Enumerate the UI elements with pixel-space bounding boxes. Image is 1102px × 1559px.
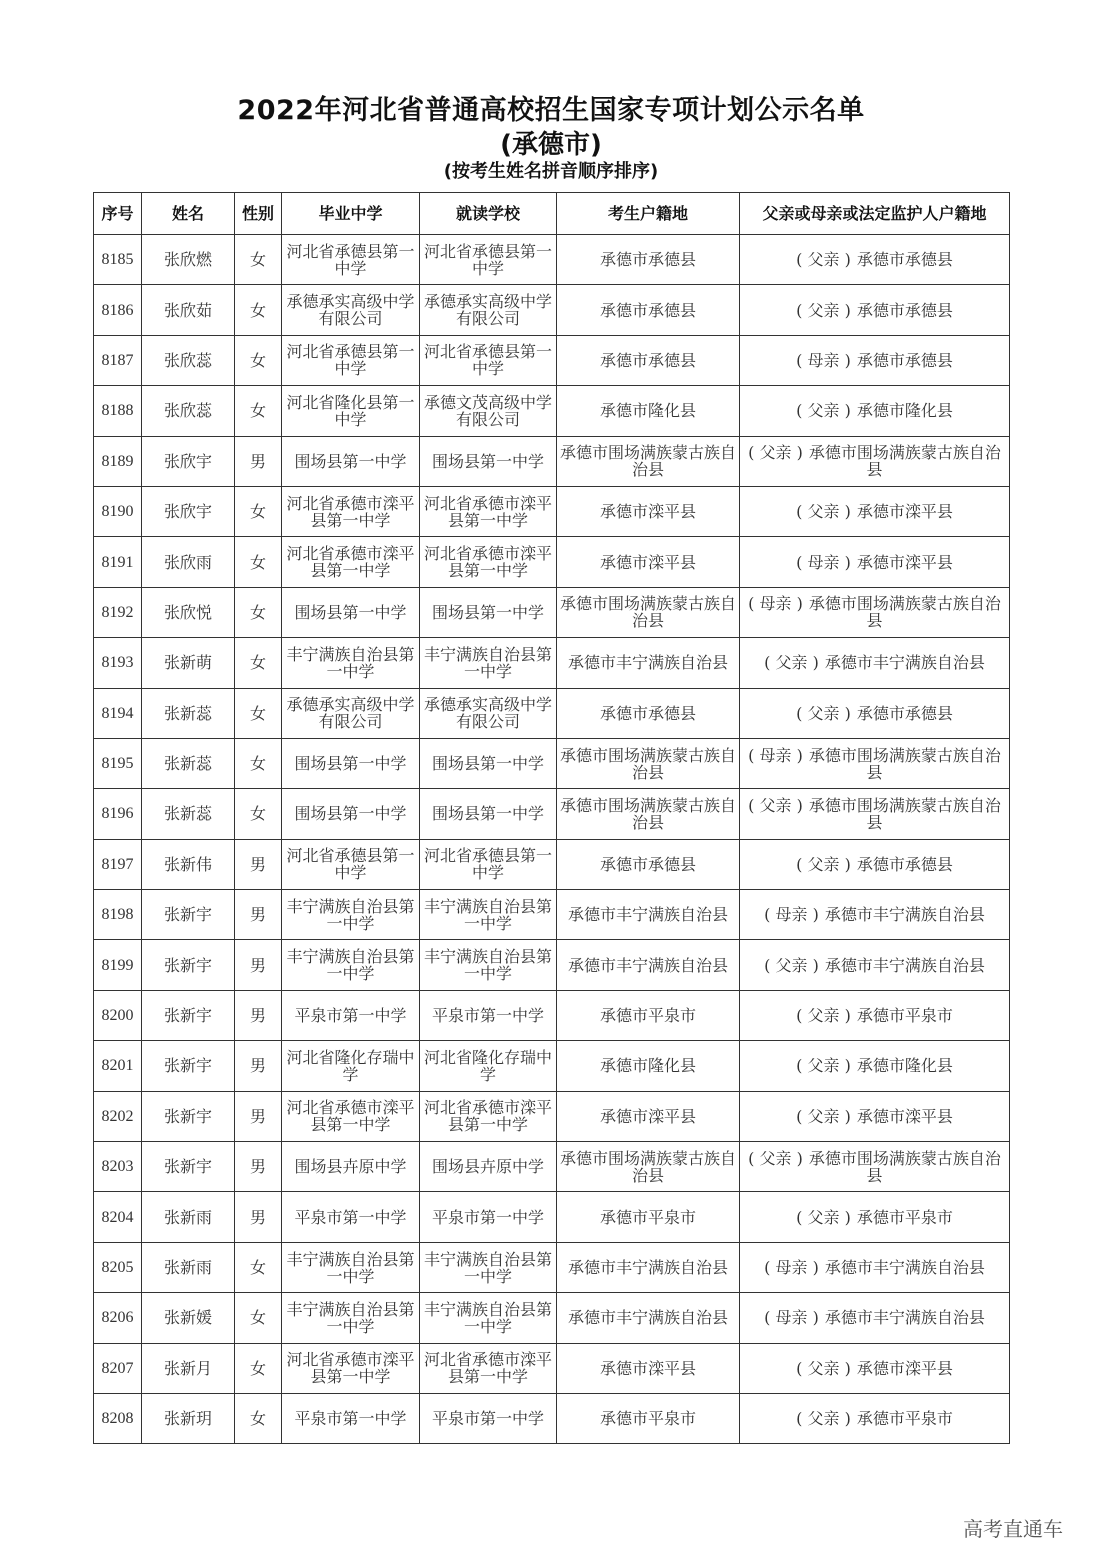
document-subtitle: (承德市) xyxy=(500,130,602,160)
cell-current-school: 平泉市第一中学 xyxy=(420,990,557,1040)
cell-name: 张新蕊 xyxy=(142,688,235,738)
cell-no: 8207 xyxy=(94,1343,142,1393)
cell-name: 张新宇 xyxy=(142,1091,235,1141)
cell-current-school: 围场县第一中学 xyxy=(420,738,557,788)
guardian-hukou-value: 承德市围场满族蒙古族自治县 xyxy=(808,594,1001,631)
cell-no: 8202 xyxy=(94,1091,142,1141)
cell-current-school: 围场县卉原中学 xyxy=(420,1142,557,1192)
guardian-hukou-value: 承德市围场满族蒙古族自治县 xyxy=(808,443,1001,480)
table-row xyxy=(94,1393,1010,1443)
guardian-relation: ( 父亲 ) xyxy=(764,653,819,673)
cell-no: 8187 xyxy=(94,335,142,385)
guardian-hukou-value: 承德市滦平县 xyxy=(856,1106,953,1126)
cell-no: 8186 xyxy=(94,285,142,335)
cell-guardian-hukou xyxy=(740,1041,1010,1091)
cell-grad-school: 河北省承德市滦平县第一中学 xyxy=(282,1091,420,1141)
cell-guardian-hukou xyxy=(740,789,1010,839)
guardian-hukou-value: 承德市滦平县 xyxy=(856,1358,953,1378)
cell-gender: 男 xyxy=(235,1142,282,1192)
cell-current-school: 承德承实高级中学有限公司 xyxy=(420,285,557,335)
cell-gender: 女 xyxy=(235,1343,282,1393)
cell-hukou: 承德市平泉市 xyxy=(557,1192,740,1242)
cell-hukou: 承德市平泉市 xyxy=(557,1393,740,1443)
guardian-hukou-value: 承德市平泉市 xyxy=(856,1006,953,1026)
cell-current-school: 围场县第一中学 xyxy=(420,436,557,486)
cell-grad-school: 平泉市第一中学 xyxy=(282,1393,420,1443)
guardian-relation: ( 父亲 ) xyxy=(748,443,803,463)
cell-no: 8195 xyxy=(94,738,142,788)
cell-guardian-hukou xyxy=(740,1142,1010,1192)
table-row xyxy=(94,436,1010,486)
cell-guardian-hukou xyxy=(740,940,1010,990)
guardian-relation: ( 父亲 ) xyxy=(764,955,819,975)
cell-name: 张新萌 xyxy=(142,638,235,688)
guardian-hukou-value: 承德市承德县 xyxy=(856,854,953,874)
cell-gender: 女 xyxy=(235,537,282,587)
cell-current-school: 丰宁满族自治县第一中学 xyxy=(420,1293,557,1343)
guardian-hukou-value: 承德市丰宁满族自治县 xyxy=(824,1308,985,1328)
cell-name: 张欣蕊 xyxy=(142,335,235,385)
cell-grad-school: 河北省承德市滦平县第一中学 xyxy=(282,1343,420,1393)
cell-grad-school: 河北省承德市滦平县第一中学 xyxy=(282,486,420,536)
cell-current-school: 丰宁满族自治县第一中学 xyxy=(420,638,557,688)
cell-hukou: 承德市平泉市 xyxy=(557,990,740,1040)
cell-guardian-hukou xyxy=(740,638,1010,688)
cell-guardian-hukou xyxy=(740,537,1010,587)
cell-guardian-hukou xyxy=(740,587,1010,637)
table-header-row xyxy=(94,193,1010,235)
guardian-hukou-value: 承德市丰宁满族自治县 xyxy=(824,955,985,975)
cell-grad-school: 围场县第一中学 xyxy=(282,587,420,637)
guardian-hukou-value: 承德市丰宁满族自治县 xyxy=(824,653,985,673)
table-row xyxy=(94,890,1010,940)
guardian-relation: ( 父亲 ) xyxy=(796,502,851,522)
cell-hukou: 承德市滦平县 xyxy=(557,1091,740,1141)
header-no: 序号 xyxy=(94,193,142,235)
cell-gender: 女 xyxy=(235,235,282,285)
cell-grad-school: 围场县第一中学 xyxy=(282,738,420,788)
sort-note: (按考生姓名拼音顺序排序) xyxy=(443,161,659,182)
cell-guardian-hukou xyxy=(740,1343,1010,1393)
watermark: 高考直通车 xyxy=(963,1517,1063,1541)
cell-grad-school: 丰宁满族自治县第一中学 xyxy=(282,1293,420,1343)
cell-grad-school: 围场县第一中学 xyxy=(282,789,420,839)
cell-hukou: 承德市丰宁满族自治县 xyxy=(557,890,740,940)
cell-hukou: 承德市围场满族蒙古族自治县 xyxy=(557,1142,740,1192)
cell-guardian-hukou xyxy=(740,890,1010,940)
cell-no: 8206 xyxy=(94,1293,142,1343)
cell-no: 8190 xyxy=(94,486,142,536)
cell-no: 8203 xyxy=(94,1142,142,1192)
guardian-relation: ( 母亲 ) xyxy=(764,1258,819,1277)
guardian-hukou-value: 承德市丰宁满族自治县 xyxy=(824,1258,985,1277)
cell-name: 张新雨 xyxy=(142,1192,235,1242)
table-row xyxy=(94,1192,1010,1242)
cell-gender: 男 xyxy=(235,839,282,889)
cell-guardian-hukou xyxy=(740,688,1010,738)
table-row xyxy=(94,386,1010,436)
cell-guardian-hukou xyxy=(740,486,1010,536)
cell-guardian-hukou xyxy=(740,990,1010,1040)
cell-current-school: 围场县第一中学 xyxy=(420,789,557,839)
cell-no: 8205 xyxy=(94,1242,142,1292)
guardian-relation: ( 父亲 ) xyxy=(796,250,851,270)
cell-grad-school: 河北省承德县第一中学 xyxy=(282,335,420,385)
cell-current-school: 河北省承德县第一中学 xyxy=(420,839,557,889)
cell-hukou: 承德市滦平县 xyxy=(557,486,740,536)
cell-name: 张新蕊 xyxy=(142,738,235,788)
cell-no: 8188 xyxy=(94,386,142,436)
cell-no: 8194 xyxy=(94,688,142,738)
cell-name: 张新宇 xyxy=(142,940,235,990)
cell-hukou: 承德市围场满族蒙古族自治县 xyxy=(557,436,740,486)
guardian-relation: ( 父亲 ) xyxy=(796,854,851,874)
guardian-relation: ( 母亲 ) xyxy=(764,905,819,925)
cell-current-school: 承德承实高级中学有限公司 xyxy=(420,688,557,738)
cell-current-school: 河北省承德市滦平县第一中学 xyxy=(420,486,557,536)
cell-grad-school: 围场县第一中学 xyxy=(282,436,420,486)
cell-guardian-hukou xyxy=(740,335,1010,385)
cell-gender: 女 xyxy=(235,638,282,688)
guardian-hukou-value: 承德市围场满族蒙古族自治县 xyxy=(808,745,1001,782)
cell-hukou: 承德市承德县 xyxy=(557,335,740,385)
table-row xyxy=(94,940,1010,990)
cell-grad-school: 河北省承德县第一中学 xyxy=(282,235,420,285)
guardian-relation: ( 母亲 ) xyxy=(748,594,803,614)
table-row xyxy=(94,587,1010,637)
cell-grad-school: 围场县卉原中学 xyxy=(282,1142,420,1192)
guardian-relation: ( 父亲 ) xyxy=(796,1106,851,1126)
cell-hukou: 承德市承德县 xyxy=(557,839,740,889)
header-gender: 性别 xyxy=(235,193,282,235)
cell-no: 8189 xyxy=(94,436,142,486)
table-row xyxy=(94,335,1010,385)
cell-name: 张欣燃 xyxy=(142,235,235,285)
cell-name: 张新伟 xyxy=(142,839,235,889)
table-row xyxy=(94,688,1010,738)
guardian-hukou-value: 承德市承德县 xyxy=(856,300,953,320)
guardian-relation: ( 母亲 ) xyxy=(748,745,803,765)
guardian-hukou-value: 承德市承德县 xyxy=(856,703,953,723)
cell-gender: 女 xyxy=(235,386,282,436)
cell-no: 8198 xyxy=(94,890,142,940)
cell-name: 张新媛 xyxy=(142,1293,235,1343)
cell-name: 张新宇 xyxy=(142,1041,235,1091)
table-row xyxy=(94,1242,1010,1292)
cell-gender: 女 xyxy=(235,486,282,536)
cell-name: 张新蕊 xyxy=(142,789,235,839)
cell-current-school: 丰宁满族自治县第一中学 xyxy=(420,940,557,990)
cell-name: 张欣蕊 xyxy=(142,386,235,436)
cell-gender: 女 xyxy=(235,789,282,839)
cell-hukou: 承德市围场满族蒙古族自治县 xyxy=(557,587,740,637)
cell-current-school: 河北省隆化存瑞中学 xyxy=(420,1041,557,1091)
cell-no: 8200 xyxy=(94,990,142,1040)
cell-current-school: 河北省承德市滦平县第一中学 xyxy=(420,1091,557,1141)
cell-gender: 男 xyxy=(235,890,282,940)
cell-current-school: 河北省承德县第一中学 xyxy=(420,335,557,385)
guardian-hukou-value: 承德市滦平县 xyxy=(856,552,953,572)
cell-guardian-hukou xyxy=(740,1242,1010,1292)
guardian-relation: ( 父亲 ) xyxy=(796,1056,851,1076)
table-body xyxy=(94,235,1010,1444)
cell-gender: 男 xyxy=(235,436,282,486)
cell-hukou: 承德市承德县 xyxy=(557,688,740,738)
table-row xyxy=(94,638,1010,688)
cell-grad-school: 丰宁满族自治县第一中学 xyxy=(282,1242,420,1292)
cell-no: 8204 xyxy=(94,1192,142,1242)
header-hukou: 考生户籍地 xyxy=(557,193,740,235)
cell-gender: 女 xyxy=(235,587,282,637)
cell-gender: 女 xyxy=(235,335,282,385)
table-row xyxy=(94,789,1010,839)
cell-grad-school: 平泉市第一中学 xyxy=(282,990,420,1040)
cell-hukou: 承德市滦平县 xyxy=(557,537,740,587)
cell-name: 张欣宇 xyxy=(142,436,235,486)
cell-name: 张欣悦 xyxy=(142,587,235,637)
cell-no: 8185 xyxy=(94,235,142,285)
guardian-relation: ( 父亲 ) xyxy=(748,795,803,815)
guardian-relation: ( 父亲 ) xyxy=(796,401,851,421)
guardian-hukou-value: 承德市平泉市 xyxy=(856,1207,953,1227)
cell-guardian-hukou xyxy=(740,839,1010,889)
cell-current-school: 丰宁满族自治县第一中学 xyxy=(420,1242,557,1292)
cell-name: 张新月 xyxy=(142,1343,235,1393)
cell-grad-school: 丰宁满族自治县第一中学 xyxy=(282,940,420,990)
table-row xyxy=(94,537,1010,587)
cell-no: 8208 xyxy=(94,1393,142,1443)
cell-current-school: 河北省承德县第一中学 xyxy=(420,235,557,285)
cell-hukou: 承德市围场满族蒙古族自治县 xyxy=(557,738,740,788)
table-row xyxy=(94,839,1010,889)
guardian-hukou-value: 承德市隆化县 xyxy=(856,1056,953,1076)
cell-gender: 男 xyxy=(235,1091,282,1141)
cell-no: 8197 xyxy=(94,839,142,889)
cell-hukou: 承德市承德县 xyxy=(557,285,740,335)
guardian-hukou-value: 承德市滦平县 xyxy=(856,502,953,522)
cell-gender: 女 xyxy=(235,1242,282,1292)
table-row xyxy=(94,1343,1010,1393)
cell-guardian-hukou xyxy=(740,1393,1010,1443)
cell-current-school: 河北省承德市滦平县第一中学 xyxy=(420,537,557,587)
table-row xyxy=(94,1091,1010,1141)
cell-guardian-hukou xyxy=(740,386,1010,436)
table-row xyxy=(94,990,1010,1040)
cell-hukou: 承德市围场满族蒙古族自治县 xyxy=(557,789,740,839)
cell-grad-school: 河北省承德县第一中学 xyxy=(282,839,420,889)
cell-name: 张欣雨 xyxy=(142,537,235,587)
header-guardian-hukou: 父亲或母亲或法定监护人户籍地 xyxy=(740,193,1010,235)
cell-no: 8199 xyxy=(94,940,142,990)
cell-hukou: 承德市承德县 xyxy=(557,235,740,285)
cell-name: 张新宇 xyxy=(142,990,235,1040)
cell-gender: 女 xyxy=(235,1393,282,1443)
guardian-relation: ( 父亲 ) xyxy=(796,1207,851,1227)
cell-hukou: 承德市滦平县 xyxy=(557,1343,740,1393)
cell-grad-school: 平泉市第一中学 xyxy=(282,1192,420,1242)
table-row xyxy=(94,738,1010,788)
table-row xyxy=(94,486,1010,536)
guardian-relation: ( 母亲 ) xyxy=(796,552,851,572)
cell-guardian-hukou xyxy=(740,738,1010,788)
guardian-relation: ( 父亲 ) xyxy=(796,703,851,723)
cell-name: 张欣茹 xyxy=(142,285,235,335)
cell-guardian-hukou xyxy=(740,1091,1010,1141)
cell-guardian-hukou xyxy=(740,235,1010,285)
cell-current-school: 平泉市第一中学 xyxy=(420,1192,557,1242)
cell-gender: 女 xyxy=(235,738,282,788)
cell-current-school: 围场县第一中学 xyxy=(420,587,557,637)
guardian-hukou-value: 承德市围场满族蒙古族自治县 xyxy=(808,1148,1001,1185)
guardian-hukou-value: 承德市平泉市 xyxy=(856,1409,953,1429)
student-list-table xyxy=(93,192,1010,1444)
guardian-relation: ( 母亲 ) xyxy=(764,1308,819,1328)
cell-guardian-hukou xyxy=(740,1192,1010,1242)
cell-current-school: 承德文茂高级中学有限公司 xyxy=(420,386,557,436)
cell-no: 8192 xyxy=(94,587,142,637)
cell-name: 张新玥 xyxy=(142,1393,235,1443)
cell-hukou: 承德市隆化县 xyxy=(557,1041,740,1091)
cell-grad-school: 河北省承德市滦平县第一中学 xyxy=(282,537,420,587)
cell-grad-school: 承德承实高级中学有限公司 xyxy=(282,688,420,738)
cell-name: 张新宇 xyxy=(142,1142,235,1192)
cell-current-school: 丰宁满族自治县第一中学 xyxy=(420,890,557,940)
document-title: 2022年河北省普通高校招生国家专项计划公示名单 xyxy=(237,95,865,126)
cell-current-school: 平泉市第一中学 xyxy=(420,1393,557,1443)
cell-grad-school: 承德承实高级中学有限公司 xyxy=(282,285,420,335)
cell-grad-school: 丰宁满族自治县第一中学 xyxy=(282,890,420,940)
cell-guardian-hukou xyxy=(740,1293,1010,1343)
guardian-hukou-value: 承德市承德县 xyxy=(856,250,953,270)
cell-grad-school: 河北省隆化存瑞中学 xyxy=(282,1041,420,1091)
guardian-relation: ( 母亲 ) xyxy=(796,350,851,370)
cell-gender: 女 xyxy=(235,1293,282,1343)
cell-gender: 男 xyxy=(235,990,282,1040)
guardian-relation: ( 父亲 ) xyxy=(796,1358,851,1378)
cell-hukou: 承德市丰宁满族自治县 xyxy=(557,1293,740,1343)
table-row xyxy=(94,235,1010,285)
cell-gender: 男 xyxy=(235,1041,282,1091)
cell-grad-school: 丰宁满族自治县第一中学 xyxy=(282,638,420,688)
header-grad-school: 毕业中学 xyxy=(282,193,420,235)
cell-guardian-hukou xyxy=(740,436,1010,486)
guardian-relation: ( 父亲 ) xyxy=(796,1006,851,1026)
cell-name: 张新雨 xyxy=(142,1242,235,1292)
cell-hukou: 承德市丰宁满族自治县 xyxy=(557,940,740,990)
table-row xyxy=(94,285,1010,335)
cell-hukou: 承德市隆化县 xyxy=(557,386,740,436)
cell-no: 8193 xyxy=(94,638,142,688)
guardian-relation: ( 父亲 ) xyxy=(748,1148,803,1168)
guardian-relation: ( 父亲 ) xyxy=(796,1409,851,1429)
guardian-hukou-value: 承德市丰宁满族自治县 xyxy=(824,905,985,925)
cell-gender: 男 xyxy=(235,940,282,990)
cell-no: 8191 xyxy=(94,537,142,587)
guardian-hukou-value: 承德市承德县 xyxy=(856,350,953,370)
cell-gender: 女 xyxy=(235,688,282,738)
cell-hukou: 承德市丰宁满族自治县 xyxy=(557,1242,740,1292)
header-name: 姓名 xyxy=(142,193,235,235)
cell-hukou: 承德市丰宁满族自治县 xyxy=(557,638,740,688)
table-row xyxy=(94,1041,1010,1091)
cell-current-school: 河北省承德市滦平县第一中学 xyxy=(420,1343,557,1393)
guardian-hukou-value: 承德市隆化县 xyxy=(856,401,953,421)
guardian-hukou-value: 承德市围场满族蒙古族自治县 xyxy=(808,795,1001,832)
table-row xyxy=(94,1142,1010,1192)
cell-grad-school: 河北省隆化县第一中学 xyxy=(282,386,420,436)
guardian-relation: ( 父亲 ) xyxy=(796,300,851,320)
header-current-school: 就读学校 xyxy=(420,193,557,235)
cell-no: 8201 xyxy=(94,1041,142,1091)
cell-name: 张新宇 xyxy=(142,890,235,940)
cell-guardian-hukou xyxy=(740,285,1010,335)
cell-gender: 女 xyxy=(235,285,282,335)
cell-gender: 男 xyxy=(235,1192,282,1242)
cell-no: 8196 xyxy=(94,789,142,839)
cell-name: 张欣宇 xyxy=(142,486,235,536)
table-row xyxy=(94,1293,1010,1343)
